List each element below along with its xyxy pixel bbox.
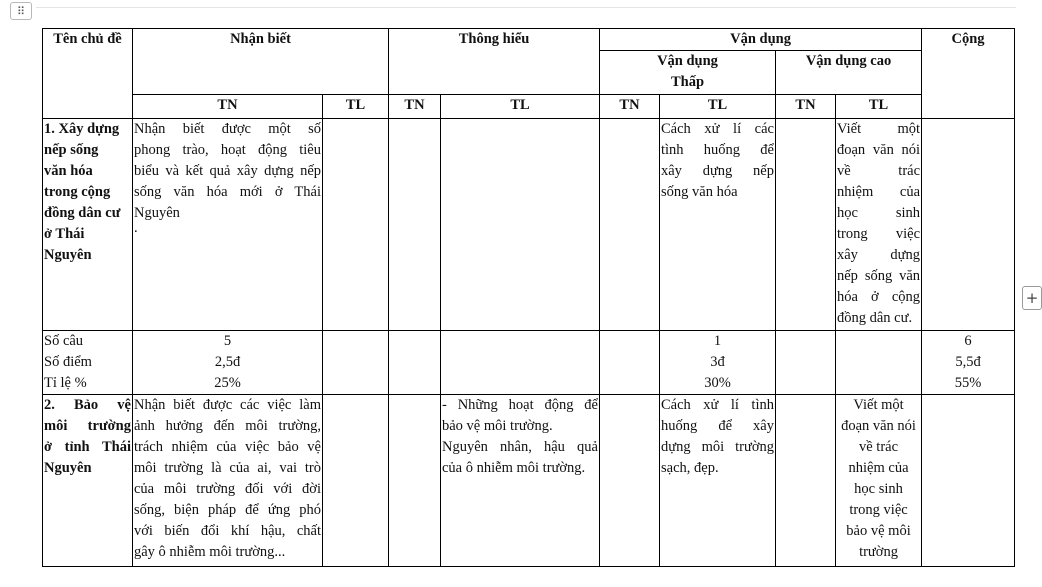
topic2-apply-low-line: dựng môi trường	[661, 439, 774, 455]
topic1-apply-high-line: trong việc	[837, 226, 921, 242]
header-apply-low	[600, 51, 776, 95]
table-move-handle-icon[interactable]: ⠿	[10, 2, 32, 20]
topic1-apply-low	[660, 119, 776, 331]
topic1-apply-high-line: hóa ở cộng	[837, 289, 921, 305]
stats-apply-low	[660, 331, 776, 395]
stats-recognize	[133, 331, 323, 395]
stats-total-value: 6	[964, 333, 972, 349]
topic1-apply-high-line: học sinh	[837, 205, 921, 221]
topic2-understand-tn	[389, 395, 441, 567]
add-column-icon[interactable]: +	[1022, 286, 1042, 310]
stats-empty	[600, 331, 660, 395]
topic2-apply-high-tn	[776, 395, 836, 567]
topic1-title-line: trong cộng	[44, 184, 111, 200]
topic1-recognize-tl	[323, 119, 389, 331]
topic1-apply-low-tn	[600, 119, 660, 331]
topic1-apply-low-line: xây dựng nếp	[661, 163, 774, 179]
header-apply-low-line2: Thấp	[670, 74, 705, 90]
topic2-title-line: Nguyên	[44, 460, 92, 476]
topic1-total	[922, 119, 1015, 331]
stats-empty	[441, 331, 600, 395]
topic2-recognize	[133, 395, 323, 567]
topic2-apply-low	[660, 395, 776, 567]
stats-apply-low-value: 3đ	[710, 354, 725, 370]
topic1-title-line: đồng dân cư	[44, 205, 121, 221]
topic1-understand-tn	[389, 119, 441, 331]
topic1-understand-tl	[441, 119, 600, 331]
topic1-apply-low-line: tình huống để	[661, 142, 774, 158]
topic2-recognize-line: trách nhiệm của việc bảo vệ	[134, 439, 321, 455]
table-row-stats	[43, 331, 1015, 395]
topic1-apply-high	[836, 119, 922, 331]
topic2-recognize-line: sống, biện pháp để ứng phó	[134, 502, 321, 518]
exam-matrix-table	[42, 28, 1015, 567]
stats-empty	[389, 331, 441, 395]
topic1-apply-high-line: nhiệm của	[837, 184, 921, 200]
topic1-apply-high-line: Viết một	[837, 121, 921, 137]
header-understand-tn: TN	[389, 95, 441, 119]
topic2-understand-line: Nguyên nhân, hậu quả	[442, 439, 598, 455]
topic1-title-line: văn hóa	[44, 163, 93, 179]
topic1-apply-high-line: đồng dân cư.	[837, 310, 913, 326]
stats-total-value: 55%	[954, 375, 982, 391]
stats-empty	[836, 331, 922, 395]
topic1-recognize-line: phong trào, hoạt động tiêu	[134, 142, 321, 158]
page-margin-line	[36, 7, 1016, 8]
stats-total-value: 5,5đ	[955, 354, 981, 370]
header-topic: Tên chủ đề	[43, 29, 133, 119]
stats-labels	[43, 331, 133, 395]
topic1-recognize-line: Nhận biết được một số	[134, 121, 321, 137]
topic1-recognize-line: Nguyên	[134, 205, 180, 221]
topic2-title-line: môi trường	[44, 418, 131, 434]
topic2-understand-line: bảo vệ môi trường.	[442, 418, 553, 434]
header-apply-low-line1: Vận dụng	[657, 53, 718, 69]
header-recognize: Nhận biết	[133, 29, 389, 95]
topic1-apply-high-line: về trác	[837, 163, 921, 179]
table-row-topic2	[43, 395, 1015, 567]
topic2-apply-high-line: trong việc	[849, 502, 908, 518]
topic2-understand-line: của ô nhiễm môi trường.	[442, 460, 586, 476]
topic2-apply-high-line: nhiệm của	[848, 460, 909, 476]
topic2-apply-high	[836, 395, 922, 567]
stats-empty	[776, 331, 836, 395]
topic2-title-line: ở tỉnh Thái	[44, 439, 131, 455]
topic1-title-line: 1. Xây dựng	[44, 121, 120, 137]
stats-label: Số câu	[44, 333, 84, 349]
header-apply-high-tn: TN	[776, 95, 836, 119]
topic2-understand-line: - Những hoạt động để	[442, 397, 598, 413]
topic2-title-line: 2. Bảo vệ	[44, 397, 131, 413]
topic2-recognize-line: Nhận biết được các việc làm	[134, 397, 321, 413]
stats-total	[922, 331, 1015, 395]
topic2-apply-high-line: Viết một	[853, 397, 904, 413]
header-apply-low-tl: TL	[660, 95, 776, 119]
topic1-recognize-line: .	[134, 220, 138, 236]
stats-label: Tỉ lệ %	[44, 375, 87, 391]
header-apply: Vận dụng	[600, 29, 922, 51]
topic1-apply-high-line: xây dựng	[837, 247, 921, 263]
topic1-title-line: ở Thái	[44, 226, 85, 242]
topic1-apply-high-tn	[776, 119, 836, 331]
stats-apply-low-value: 30%	[704, 375, 731, 391]
topic2-apply-low-tn	[600, 395, 660, 567]
stats-label: Số điểm	[44, 354, 92, 370]
topic2-apply-high-line: bảo vệ môi	[846, 523, 911, 539]
header-apply-low-tn: TN	[600, 95, 660, 119]
topic1-title-line: nếp sống	[44, 142, 99, 158]
topic2-apply-high-line: về trác	[859, 439, 899, 455]
topic1-title	[43, 119, 133, 331]
topic1-apply-low-line: Cách xử lí các	[661, 121, 774, 137]
topic1-apply-low-line: sống văn hóa	[661, 184, 738, 200]
topic1-apply-high-line: nếp sống văn	[837, 268, 921, 284]
topic2-apply-high-line: học sinh	[854, 481, 903, 497]
header-apply-high: Vận dụng cao	[776, 51, 922, 95]
header-understand-tl: TL	[441, 95, 600, 119]
topic2-recognize-line: với biến đổi khí hậu, chất	[134, 523, 321, 539]
topic2-title	[43, 395, 133, 567]
stats-apply-low-value: 1	[713, 333, 722, 349]
header-recognize-tl: TL	[323, 95, 389, 119]
topic2-recognize-tl	[323, 395, 389, 567]
topic2-apply-low-line: sạch, đẹp.	[661, 460, 719, 476]
topic2-recognize-line: ảnh hưởng đến môi trường,	[134, 418, 321, 434]
stats-recognize-value: 25%	[214, 375, 241, 391]
header-recognize-tn: TN	[133, 95, 323, 119]
topic1-recognize	[133, 119, 323, 331]
topic1-title-line: Nguyên	[44, 247, 92, 263]
topic1-recognize-line: sống văn hóa mới ở Thái	[134, 184, 321, 200]
topic2-apply-low-line: huống để xây	[661, 418, 774, 434]
topic2-understand	[441, 395, 600, 567]
topic1-apply-high-line: đoạn văn nói	[837, 142, 921, 158]
stats-recognize-value: 5	[223, 333, 232, 349]
table-row-topic1	[43, 119, 1015, 331]
topic2-apply-high-line: đoạn văn nói	[841, 418, 916, 434]
topic1-recognize-line: biểu và kết quả xây dựng nếp	[134, 163, 321, 179]
topic2-recognize-line: gây ô nhiễm môi trường...	[134, 544, 286, 560]
topic2-recognize-line: môi trường là của ai, vai trò	[134, 460, 321, 476]
stats-recognize-value: 2,5đ	[214, 354, 241, 370]
header-apply-high-tl: TL	[836, 95, 922, 119]
topic2-total	[922, 395, 1015, 567]
topic2-apply-high-line: trường	[859, 544, 898, 560]
header-understand: Thông hiểu	[389, 29, 600, 95]
topic2-recognize-line: của môi trường đối với đời	[134, 481, 321, 497]
stats-empty	[323, 331, 389, 395]
header-total: Cộng	[922, 29, 1015, 119]
topic2-apply-low-line: Cách xử lí tình	[661, 397, 774, 413]
